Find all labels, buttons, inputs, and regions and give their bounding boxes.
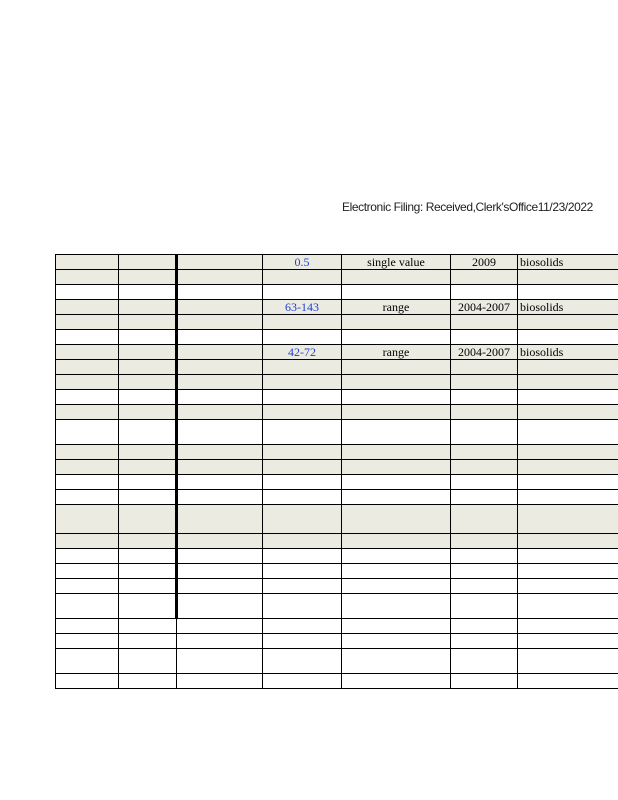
- value-cell: [263, 649, 342, 674]
- source-cell: [518, 649, 618, 674]
- table-row: [56, 649, 618, 674]
- table-row: [56, 674, 618, 689]
- col-2-cell: [119, 345, 177, 360]
- type-cell: [342, 564, 451, 579]
- source-cell: biosolids: [518, 255, 618, 270]
- year-cell: [451, 330, 518, 345]
- col-2-cell: [119, 619, 177, 634]
- value-cell: 0.5: [263, 255, 342, 270]
- table-row: [56, 390, 618, 405]
- year-cell: 2004-2007: [451, 345, 518, 360]
- col-3-cell: [177, 405, 263, 420]
- table-row: [56, 420, 618, 445]
- year-cell: 2004-2007: [451, 300, 518, 315]
- year-cell: [451, 375, 518, 390]
- col-2-cell: [119, 270, 177, 285]
- type-cell: [342, 649, 451, 674]
- type-cell: [342, 594, 451, 619]
- col-2-cell: [119, 405, 177, 420]
- type-cell: [342, 619, 451, 634]
- col-1-cell: [56, 330, 119, 345]
- type-cell: [342, 534, 451, 549]
- year-cell: [451, 285, 518, 300]
- source-cell: [518, 460, 618, 475]
- type-cell: [342, 405, 451, 420]
- source-cell: [518, 420, 618, 445]
- year-cell: [451, 315, 518, 330]
- year-cell: [451, 475, 518, 490]
- col-1-cell: [56, 490, 119, 505]
- col-3-cell: [177, 490, 263, 505]
- value-cell: [263, 375, 342, 390]
- year-cell: [451, 490, 518, 505]
- source-cell: [518, 534, 618, 549]
- col-1-cell: [56, 375, 119, 390]
- type-cell: [342, 445, 451, 460]
- type-cell: [342, 375, 451, 390]
- col-3-cell: [177, 270, 263, 285]
- col-1-cell: [56, 549, 119, 564]
- type-cell: [342, 490, 451, 505]
- type-cell: [342, 360, 451, 375]
- source-cell: biosolids: [518, 345, 618, 360]
- year-cell: [451, 579, 518, 594]
- value-cell: [263, 505, 342, 534]
- value-cell: [263, 579, 342, 594]
- table-row: [56, 445, 618, 460]
- source-cell: [518, 315, 618, 330]
- year-cell: [451, 649, 518, 674]
- table-row: [56, 345, 618, 360]
- table-row: [56, 460, 618, 475]
- data-table: [55, 254, 618, 689]
- type-cell: [342, 475, 451, 490]
- value-cell: 42-72: [263, 345, 342, 360]
- col-3-cell: [177, 345, 263, 360]
- col-3-cell: [177, 460, 263, 475]
- value-cell: [263, 594, 342, 619]
- col-2-cell: [119, 490, 177, 505]
- col-1-cell: [56, 634, 119, 649]
- col-2-cell: [119, 534, 177, 549]
- year-cell: [451, 405, 518, 420]
- col-2-cell: [119, 375, 177, 390]
- source-cell: [518, 619, 618, 634]
- col-3-cell: [177, 505, 263, 534]
- col-2-cell: [119, 505, 177, 534]
- value-cell: [263, 564, 342, 579]
- type-cell: [342, 330, 451, 345]
- col-3-cell: [177, 375, 263, 390]
- source-cell: [518, 549, 618, 564]
- col-3-cell: [177, 330, 263, 345]
- source-cell: [518, 285, 618, 300]
- col-1-cell: [56, 564, 119, 579]
- value-cell: [263, 330, 342, 345]
- col-2-cell: [119, 475, 177, 490]
- col-3-cell: [177, 594, 263, 619]
- table-row: [56, 475, 618, 490]
- col-2-cell: [119, 315, 177, 330]
- col-1-cell: [56, 345, 119, 360]
- col-1-cell: [56, 270, 119, 285]
- source-cell: [518, 594, 618, 619]
- year-cell: [451, 619, 518, 634]
- col-1-cell: [56, 360, 119, 375]
- col-2-cell: [119, 360, 177, 375]
- col-3-cell: [177, 420, 263, 445]
- source-cell: biosolids: [518, 300, 618, 315]
- col-3-cell: [177, 549, 263, 564]
- year-cell: [451, 534, 518, 549]
- col-1-cell: [56, 285, 119, 300]
- col-3-cell: [177, 619, 263, 634]
- source-cell: [518, 579, 618, 594]
- col-2-cell: [119, 445, 177, 460]
- col-2-cell: [119, 460, 177, 475]
- table-row: [56, 315, 618, 330]
- col-2-cell: [119, 579, 177, 594]
- col-3-cell: [177, 579, 263, 594]
- col-2-cell: [119, 634, 177, 649]
- type-cell: [342, 505, 451, 534]
- col-1-cell: [56, 674, 119, 689]
- value-cell: [263, 534, 342, 549]
- col-3-cell: [177, 255, 263, 270]
- year-cell: [451, 390, 518, 405]
- table-row: [56, 564, 618, 579]
- col-2-cell: [119, 285, 177, 300]
- col-3-cell: [177, 360, 263, 375]
- year-cell: [451, 420, 518, 445]
- source-cell: [518, 634, 618, 649]
- source-cell: [518, 360, 618, 375]
- value-cell: [263, 475, 342, 490]
- source-cell: [518, 375, 618, 390]
- table-row: [56, 505, 618, 534]
- table-body: [56, 255, 618, 689]
- col-3-cell: [177, 649, 263, 674]
- col-2-cell: [119, 594, 177, 619]
- value-cell: [263, 490, 342, 505]
- col-3-cell: [177, 445, 263, 460]
- col-2-cell: [119, 420, 177, 445]
- table-row: [56, 534, 618, 549]
- col-1-cell: [56, 475, 119, 490]
- col-1-cell: [56, 300, 119, 315]
- type-cell: [342, 460, 451, 475]
- value-cell: [263, 405, 342, 420]
- type-cell: [342, 315, 451, 330]
- col-3-cell: [177, 475, 263, 490]
- col-2-cell: [119, 300, 177, 315]
- year-cell: [451, 594, 518, 619]
- col-1-cell: [56, 534, 119, 549]
- value-cell: [263, 420, 342, 445]
- value-cell: [263, 619, 342, 634]
- col-1-cell: [56, 649, 119, 674]
- type-cell: [342, 634, 451, 649]
- table-row: [56, 300, 618, 315]
- col-2-cell: [119, 674, 177, 689]
- col-3-cell: [177, 390, 263, 405]
- table-row: [56, 619, 618, 634]
- col-1-cell: [56, 505, 119, 534]
- source-cell: [518, 475, 618, 490]
- year-cell: [451, 549, 518, 564]
- value-cell: [263, 549, 342, 564]
- type-cell: [342, 285, 451, 300]
- col-3-cell: [177, 564, 263, 579]
- col-2-cell: [119, 564, 177, 579]
- col-1-cell: [56, 390, 119, 405]
- type-cell: range: [342, 300, 451, 315]
- table-row: [56, 330, 618, 345]
- year-cell: [451, 674, 518, 689]
- year-cell: [451, 360, 518, 375]
- value-cell: 63-143: [263, 300, 342, 315]
- table-row: [56, 255, 618, 270]
- col-1-cell: [56, 315, 119, 330]
- value-cell: [263, 634, 342, 649]
- value-cell: [263, 285, 342, 300]
- table-row: [56, 490, 618, 505]
- col-3-cell: [177, 534, 263, 549]
- value-cell: [263, 460, 342, 475]
- value-cell: [263, 390, 342, 405]
- year-cell: [451, 460, 518, 475]
- type-cell: range: [342, 345, 451, 360]
- col-1-cell: [56, 405, 119, 420]
- value-cell: [263, 674, 342, 689]
- col-2-cell: [119, 549, 177, 564]
- type-cell: single value: [342, 255, 451, 270]
- col-1-cell: [56, 594, 119, 619]
- year-cell: [451, 445, 518, 460]
- col-1-cell: [56, 619, 119, 634]
- col-2-cell: [119, 390, 177, 405]
- year-cell: [451, 270, 518, 285]
- source-cell: [518, 674, 618, 689]
- type-cell: [342, 674, 451, 689]
- year-cell: [451, 634, 518, 649]
- col-2-cell: [119, 649, 177, 674]
- source-cell: [518, 505, 618, 534]
- col-2-cell: [119, 255, 177, 270]
- type-cell: [342, 390, 451, 405]
- col-1-cell: [56, 255, 119, 270]
- electronic-filing-stamp: Electronic Filing: Received,Clerk'sOffice11/23/2022: [342, 200, 593, 214]
- value-cell: [263, 445, 342, 460]
- value-cell: [263, 315, 342, 330]
- source-cell: [518, 390, 618, 405]
- year-cell: 2009: [451, 255, 518, 270]
- table-row: [56, 405, 618, 420]
- col-3-cell: [177, 634, 263, 649]
- value-cell: [263, 360, 342, 375]
- source-cell: [518, 270, 618, 285]
- table-row: [56, 549, 618, 564]
- type-cell: [342, 270, 451, 285]
- source-cell: [518, 490, 618, 505]
- source-cell: [518, 564, 618, 579]
- value-cell: [263, 270, 342, 285]
- year-cell: [451, 505, 518, 534]
- source-cell: [518, 445, 618, 460]
- table-row: [56, 594, 618, 619]
- type-cell: [342, 579, 451, 594]
- table-row: [56, 360, 618, 375]
- col-3-cell: [177, 674, 263, 689]
- table-row: [56, 285, 618, 300]
- col-3-cell: [177, 315, 263, 330]
- type-cell: [342, 549, 451, 564]
- col-3-cell: [177, 285, 263, 300]
- col-1-cell: [56, 445, 119, 460]
- col-1-cell: [56, 579, 119, 594]
- table-row: [56, 579, 618, 594]
- table-row: [56, 270, 618, 285]
- type-cell: [342, 420, 451, 445]
- year-cell: [451, 564, 518, 579]
- source-cell: [518, 330, 618, 345]
- table-row: [56, 375, 618, 390]
- col-3-cell: [177, 300, 263, 315]
- source-cell: [518, 405, 618, 420]
- col-1-cell: [56, 460, 119, 475]
- col-2-cell: [119, 330, 177, 345]
- col-1-cell: [56, 420, 119, 445]
- table-row: [56, 634, 618, 649]
